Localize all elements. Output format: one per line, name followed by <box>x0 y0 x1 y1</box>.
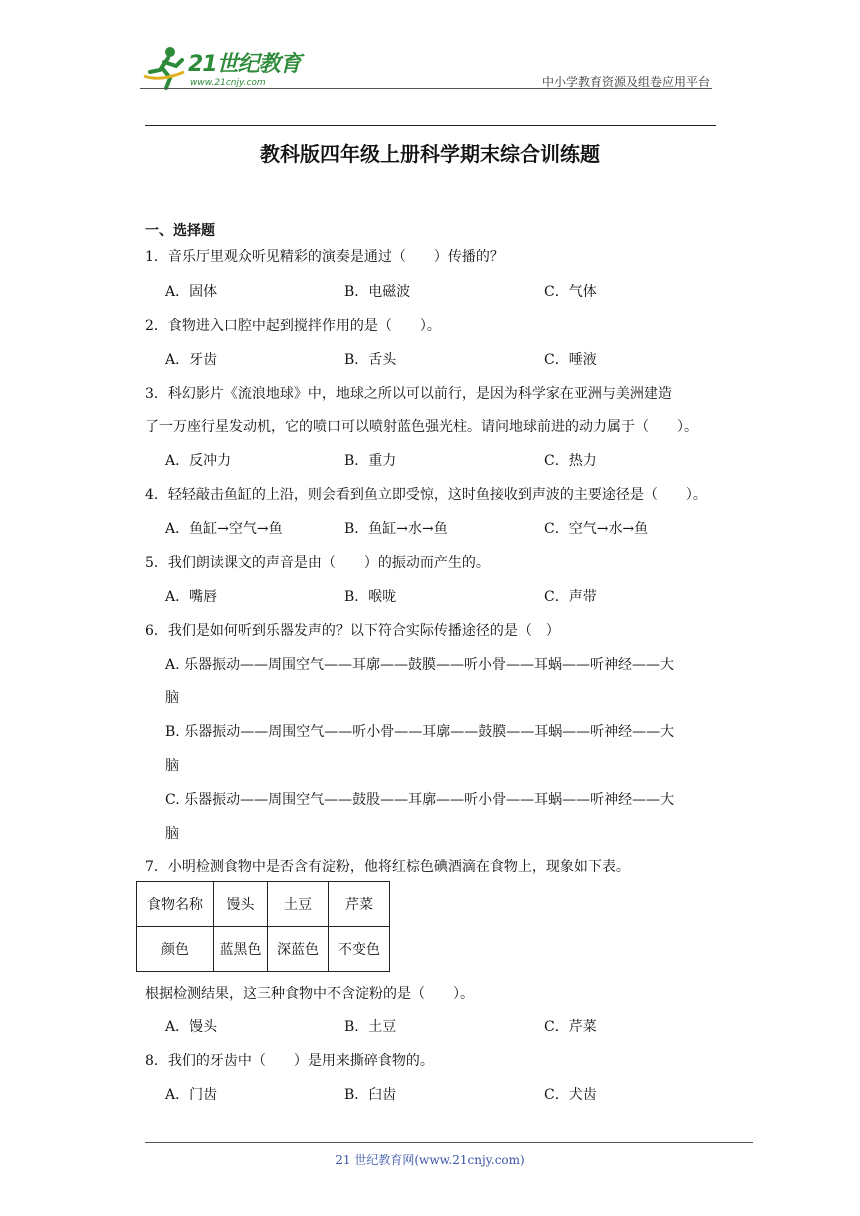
q7-option-b: B．土豆 <box>344 1019 397 1035</box>
q6-option-a-cont: 脑 <box>165 690 179 706</box>
q4-option-c: C．空气→水→鱼 <box>544 521 649 537</box>
q5-option-b: B．喉咙 <box>344 589 397 605</box>
question-5: 5．我们朗读课文的声音是由（ ）的振动而产生的。 <box>145 555 490 571</box>
logo-url: www.21cnjy.com <box>190 78 266 88</box>
page-title: 教科版四年级上册科学期末综合训练题 <box>260 142 600 166</box>
table-cell: 蓝黑色 <box>214 927 268 972</box>
platform-name: 中小学教育资源及组卷应用平台 <box>541 75 710 89</box>
table-cell: 芹菜 <box>329 882 390 927</box>
q3-option-a: A．反冲力 <box>165 453 232 469</box>
q1-option-a: A．固体 <box>165 284 218 300</box>
question-3-line-1: 3．科幻影片《流浪地球》中，地球之所以可以前行，是因为科学家在亚洲与美洲建造 <box>145 386 672 402</box>
question-7-prompt: 根据检测结果，这三种食物中不含淀粉的是（ ）。 <box>145 986 474 1002</box>
question-8: 8．我们的牙齿中（ ）是用来撕碎食物的。 <box>145 1053 434 1069</box>
table-row <box>137 882 390 927</box>
question-3-line-2: 了一万座行星发动机，它的喷口可以喷射蓝色强光柱。请问地球前进的动力属于（ ）。 <box>145 419 698 435</box>
q2-option-c: C．唾液 <box>544 352 597 368</box>
runner-icon <box>140 42 190 92</box>
question-1: 1．音乐厅里观众听见精彩的演奏是通过（ ）传播的？ <box>145 249 504 265</box>
q5-option-c: C．声带 <box>544 589 597 605</box>
q4-option-b: B．鱼缸→水→鱼 <box>344 521 448 537</box>
question-4: 4．轻轻敲击鱼缸的上沿，则会看到鱼立即受惊，这时鱼接收到声波的主要途径是（ ）。 <box>145 487 707 503</box>
table-cell: 颜色 <box>137 927 214 972</box>
header-divider <box>140 88 712 89</box>
logo-text: 21世纪教育 <box>188 52 301 77</box>
q7-option-c: C．芹菜 <box>544 1019 597 1035</box>
q2-option-a: A．牙齿 <box>165 352 218 368</box>
q4-option-a: A．鱼缸→空气→鱼 <box>165 521 283 537</box>
q8-option-b: B．臼齿 <box>344 1087 397 1103</box>
q6-option-c-cont: 脑 <box>165 826 179 842</box>
table-cell: 土豆 <box>268 882 329 927</box>
table-cell: 食物名称 <box>137 882 214 927</box>
table-cell: 深蓝色 <box>268 927 329 972</box>
section-heading: 一、选择题 <box>145 223 215 239</box>
q8-option-c: C．犬齿 <box>544 1087 597 1103</box>
question-7: 7．小明检测食物中是否含有淀粉，他将红棕色碘酒滴在食物上，现象如下表。 <box>145 859 630 875</box>
question-2: 2．食物进入口腔中起到搅拌作用的是（ ）。 <box>145 318 441 334</box>
footer-link[interactable]: 21 世纪教育网(www.21cnjy.com) <box>335 1153 525 1167</box>
question-6: 6．我们是如何听到乐器发声的？以下符合实际传播途径的是（ ） <box>145 623 560 639</box>
q1-option-b: B．电磁波 <box>344 284 411 300</box>
q5-option-a: A．嘴唇 <box>165 589 218 605</box>
q6-option-b-cont: 脑 <box>165 758 179 774</box>
table-cell: 不变色 <box>329 927 390 972</box>
table-row <box>137 927 390 972</box>
food-test-table <box>136 881 390 972</box>
q6-option-a: A. 乐器振动——周围空气——耳廓——鼓膜——听小骨——耳蜗——听神经——大 <box>165 657 675 673</box>
footer-divider <box>145 1142 753 1143</box>
q6-option-b: B. 乐器振动——周围空气——听小骨——耳廓——鼓膜——耳蜗——听神经——大 <box>165 724 675 740</box>
q6-option-c: C. 乐器振动——周围空气——鼓股——耳廓——听小骨——耳蜗——听神经——大 <box>165 792 675 808</box>
q3-option-c: C．热力 <box>544 453 597 469</box>
q2-option-b: B．舌头 <box>344 352 397 368</box>
q8-option-a: A．门齿 <box>165 1087 218 1103</box>
q1-option-c: C．气体 <box>544 284 597 300</box>
table-cell: 馒头 <box>214 882 268 927</box>
q7-option-a: A．馒头 <box>165 1019 218 1035</box>
q3-option-b: B．重力 <box>344 453 397 469</box>
title-divider <box>145 125 716 126</box>
